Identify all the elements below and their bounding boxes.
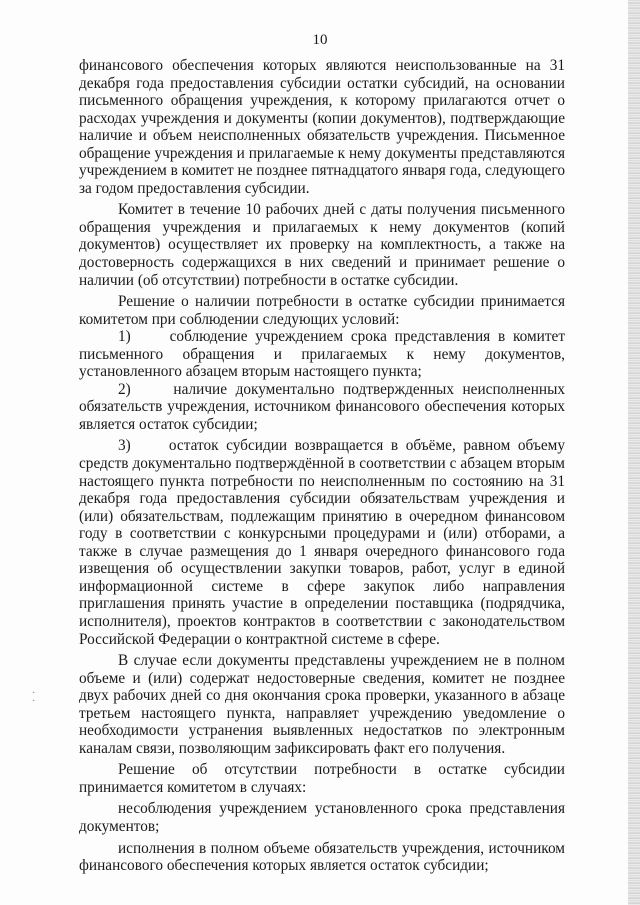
document-body (79, 57, 565, 875)
paragraph-committee-review: Комитет в течение 10 рабочих дней с даты получения письменного обращения учреждения и прилагаемых к нему документов (копий документов) осуществляет их проверку на комплектность, а также на достоверность содержащихся в них сведений и принимает решение о наличии (об отсутствии) потребности в остатке субсидии. (79, 201, 565, 289)
paragraph-absence-decision: Решение об отсутствии потребности в остатке субсидии принимается комитетом в случаях: (79, 761, 565, 796)
list-item-1: 1) соблюдение учреждением срока представления в комитет письменного обращения и прилагаемых к нему документов, установленного абзацем вторым настоящего пункта; (79, 328, 565, 381)
paragraph-continuation: финансового обеспечения которых являются неиспользованные на 31 декабря года предоставления субсидии остатки субсидий, на основании письменного обращения учреждения, к которому прилагаются отчет о расходах учреждения и документы (копии документов), подтверждающие наличие и объем неисполненных обязательств учреждения. Письменное обращение учреждения и прилагаемые к нему документы представляются учреждением в комитет не позднее пятнадцатого января года, следующего за годом предоставления субсидии. (79, 57, 565, 197)
paragraph-incomplete-docs: В случае если документы представлены учреждением не в полном объеме и (или) содержат недостоверные сведения, комитет не позднее двух рабочих дней со дня окончания срока проверки, указанного в абзаце третьем настоящего пункта, направляет учреждению уведомление о необходимости устранения выявленных недостатков по электронным каналам связи, позволяющим зафиксировать факт его получения. (79, 652, 565, 757)
page-number: 10 (312, 32, 328, 48)
list-item-3: 3) остаток субсидии возвращается в объёме, равном объему средств документально подтверждённой в соответствии с абзацем вторым настоящего пункта потребности по неисполненным по состоянию на 31 декабря года предоставления субсидии обязательствам учреждения и (или) обязательствам, подлежащим принятию в очередном финансовом году в соответствии с конкурсными процедурами и (или) отборами, а также в случае размещения до 1 января очередного финансового года извещения об осуществлении закупки товаров, работ, услуг в единой информационной системе в сфере закупок либо направления приглашения принять участие в определении поставщика (подрядчика, исполнителя), проектов контрактов в соответствии с законодательством Российской Федерации о контрактной системе в сфере. (79, 437, 565, 648)
margin-mark: · · (32, 688, 36, 707)
paragraph-decision-conditions: Решение о наличии потребности в остатке субсидии принимается комитетом при соблюдении следующих условий: (79, 293, 565, 328)
list-item-2: 2) наличие документально подтвержденных неисполненных обязательств учреждения, источником финансового обеспечения которых является остаток субсидии; (79, 380, 565, 433)
scan-edge (628, 0, 640, 905)
case-item-deadline: несоблюдения учреждением установленного срока представления документов; (79, 800, 565, 835)
case-item-fulfilled: исполнения в полном объеме обязательств учреждения, источником финансового обеспечения которых является остаток субсидии; (79, 839, 565, 875)
